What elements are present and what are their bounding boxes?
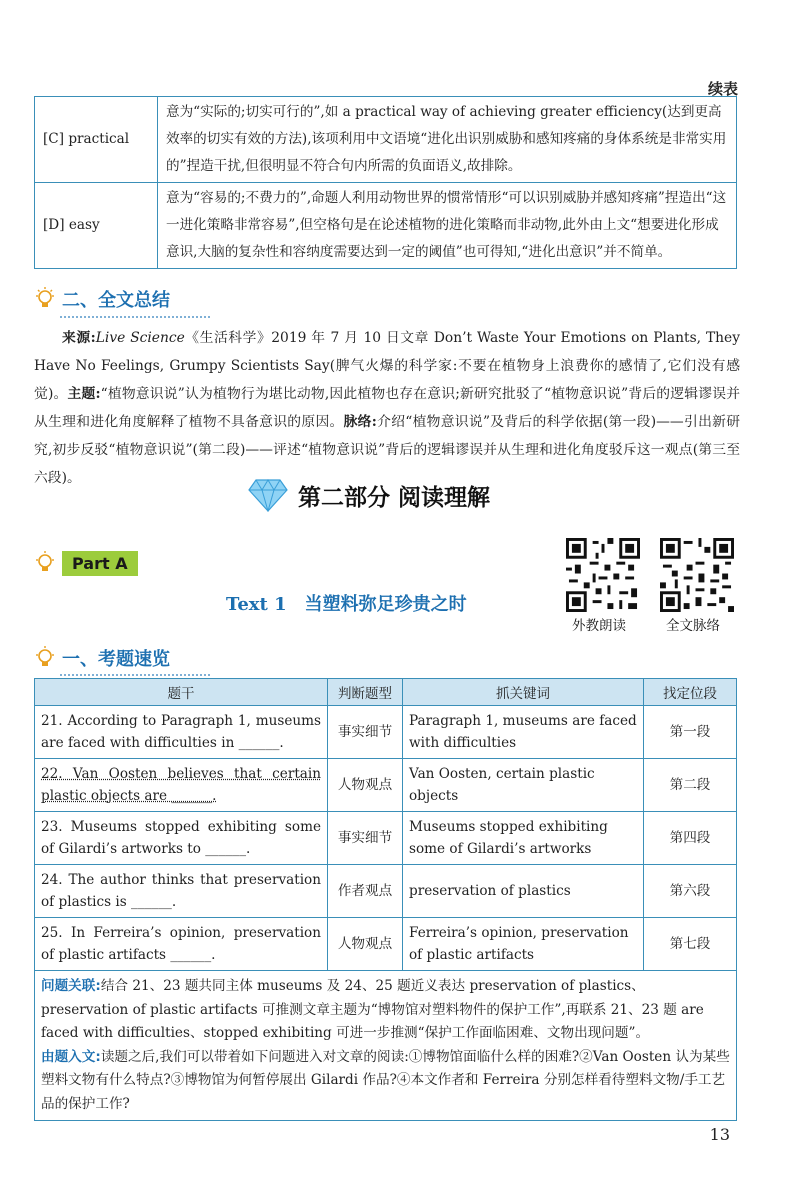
context-label: 脉络: xyxy=(343,414,377,430)
locate-paragraph: 第一段 xyxy=(644,706,737,759)
lightbulb-icon xyxy=(34,550,56,576)
qr-caption: 全文脉络 xyxy=(666,618,720,634)
column-header: 抓关键词 xyxy=(403,679,644,706)
overview-heading xyxy=(34,645,170,671)
part-a-heading xyxy=(34,550,138,576)
question-type: 事实细节 xyxy=(328,812,403,865)
link-label: 问题关联: xyxy=(41,978,101,994)
qr-caption: 外教朗读 xyxy=(572,618,626,634)
source-journal: Live Science xyxy=(95,330,185,346)
part-a-label: Part A xyxy=(62,551,138,576)
text-one-label: Text 1 xyxy=(226,594,287,615)
table-row xyxy=(35,971,737,1121)
locate-paragraph: 第二段 xyxy=(644,759,737,812)
text-one-title xyxy=(226,590,467,616)
locate-paragraph: 第四段 xyxy=(644,812,737,865)
question-stem: 25. In Ferreira’s opinion, preservation of plastic artifacts ______. xyxy=(35,918,328,971)
question-stem: 23. Museums stopped exhibiting some of Gilardi’s artworks to ______. xyxy=(35,812,328,865)
theme-label: 主题: xyxy=(67,386,101,402)
column-header: 判断题型 xyxy=(328,679,403,706)
heading-underline xyxy=(60,316,210,318)
qr-code-icon[interactable] xyxy=(660,538,734,612)
section-title: 一、考题速览 xyxy=(62,649,170,670)
table-row xyxy=(35,865,737,918)
table-row xyxy=(35,759,737,812)
question-keywords: Museums stopped exhibiting some of Gilardi’s artworks xyxy=(403,812,644,865)
column-header: 找定位段 xyxy=(644,679,737,706)
question-stem: 24. The author thinks that preservation of plastics is ______. xyxy=(35,865,328,918)
table-row xyxy=(35,706,737,759)
continued-label: 续表 xyxy=(707,80,738,98)
question-overview-table xyxy=(34,678,737,1121)
qr-code-icon[interactable] xyxy=(566,538,640,612)
heading-underline xyxy=(60,674,210,676)
question-stem: 22. Van Oosten believes that certain plastic objects are ______. xyxy=(35,759,328,812)
options-table xyxy=(34,96,737,269)
question-type: 人物观点 xyxy=(328,918,403,971)
table-row xyxy=(35,183,737,269)
part-two-title: 第二部分 阅读理解 xyxy=(298,484,491,511)
question-keywords: Ferreira’s opinion, preservation of plastic artifacts xyxy=(403,918,644,971)
question-type: 人物观点 xyxy=(328,759,403,812)
source-text: 《生活科学》2019 年 7 月 10 日文章 Don’t Waste Your Emotions on Plants, They Have No Feelings, Grumpy Scientists Say(脾气火爆的科学家:不要在植物身上浪费你的感情了,它们没有感觉)。 xyxy=(34,330,741,402)
part-two-heading xyxy=(248,478,490,512)
section-title: 二、全文总结 xyxy=(62,290,170,311)
question-analysis xyxy=(35,971,737,1121)
page-number: 13 xyxy=(709,1125,730,1144)
lightbulb-icon xyxy=(34,286,56,312)
question-keywords: Van Oosten, certain plastic objects xyxy=(403,759,644,812)
question-keywords: Paragraph 1, museums are faced with difficulties xyxy=(403,706,644,759)
source-label: 来源: xyxy=(62,330,96,346)
link-text: 结合 21、23 题共同主体 museums 及 24、25 题近义表达 preservation of plastics、preservation of plastic artifacts 可推测文章主题为“博物馆对塑料物件的保护工作”,再联系 21、23 题 are faced with difficulties、stopped exhibiting 可进一步推测“保护工作面临困难、文物出现问题”。 xyxy=(41,978,704,1041)
option-label: [D] easy xyxy=(35,183,158,269)
question-keywords: preservation of plastics xyxy=(403,865,644,918)
locate-paragraph: 第六段 xyxy=(644,865,737,918)
summary-paragraph xyxy=(34,324,740,492)
option-explanation: 意为“容易的;不费力的”,命题人利用动物世界的惯常情形“可以识别威胁并感知疼痛”捏造出“这一进化策略非常容易”,但空格句是在论述植物的进化策略而非动物,此外由上文“想要进化形成意识,大脑的复杂性和容纳度需要达到一定的阈值”也可得知,“进化出意识”并不简单。 xyxy=(158,183,737,269)
theme-text: “植物意识说”认为植物行为堪比动物,因此植物也存在意识;新研究批驳了“植物意识说”背后的逻辑谬误并从生理和进化角度解释了植物不具备意识的原因。 xyxy=(34,386,741,430)
lightbulb-icon xyxy=(34,645,56,671)
column-header: 题干 xyxy=(35,679,328,706)
question-stem: 21. According to Paragraph 1, museums are faced with difficulties in ______. xyxy=(35,706,328,759)
summary-heading xyxy=(34,286,170,312)
locate-paragraph: 第七段 xyxy=(644,918,737,971)
context-text: 介绍“植物意识说”及背后的科学依据(第一段)——引出新研究,初步反驳“植物意识说”(第二段)——评述“植物意识说”背后的逻辑谬误并从生理和进化角度驳斥这一观点(第三至六段)。 xyxy=(34,414,741,486)
question-type: 事实细节 xyxy=(328,706,403,759)
diamond-icon xyxy=(248,478,288,512)
option-explanation: 意为“实际的;切实可行的”,如 a practical way of achieving greater efficiency(达到更高效率的切实有效的方法),该项利用中文语境“进化出识别威胁和感知疼痛的身体系统是非常实用的”捏造干扰,但很明显不符合句内所需的负面语义,故排除。 xyxy=(158,97,737,183)
table-header-row xyxy=(35,679,737,706)
entry-label: 由题入文: xyxy=(41,1048,101,1065)
entry-text: 读题之后,我们可以带着如下问题进入对文章的阅读:①博物馆面临什么样的困难?②Van Oosten 认为某些塑料文物有什么特点?③博物馆为何暂停展出 Gilardi 作品?④本文作者和 Ferreira 分别怎样看待塑料文物/手工艺品的保护工作? xyxy=(41,1048,730,1112)
table-row xyxy=(35,918,737,971)
question-type: 作者观点 xyxy=(328,865,403,918)
option-label: [C] practical xyxy=(35,97,158,183)
text-one-heading: 当塑料弥足珍贵之时 xyxy=(304,594,467,615)
table-row xyxy=(35,97,737,183)
table-row xyxy=(35,812,737,865)
